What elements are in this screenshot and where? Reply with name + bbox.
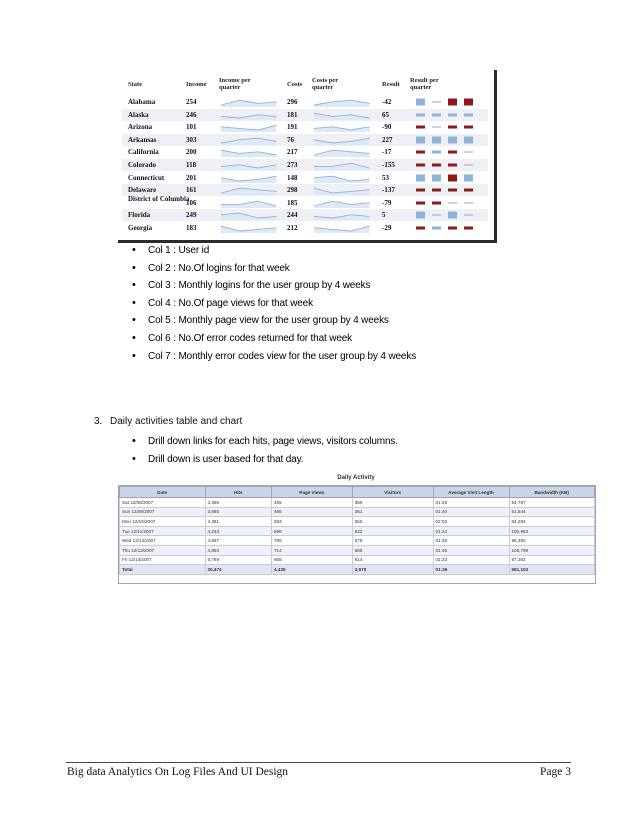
result-quarter-marks (413, 97, 481, 107)
table-row (120, 526, 595, 536)
table-cell: 84,284 (509, 517, 595, 527)
table-row (122, 146, 488, 158)
income-value: 303 (186, 135, 197, 144)
table-cell: 598 (272, 526, 353, 536)
costs-sparkline (312, 110, 372, 120)
table-row (120, 536, 595, 546)
income-sparkline (219, 223, 279, 233)
costs-sparkline (312, 185, 372, 195)
table-row (122, 109, 488, 121)
income-value: 183 (186, 224, 197, 232)
list-item: • Drill down links for each hits, page views, visitors columns. (132, 433, 398, 451)
daily-activity-table-image (118, 485, 596, 584)
table-cell: 4,435 (272, 565, 353, 575)
table-cell: 01:35 (433, 536, 509, 546)
costs-sparkline (312, 160, 372, 170)
daily-activity-title: Daily Activity (337, 475, 375, 481)
list-item: • Col 6 : No.Of error codes returned for that week (132, 330, 416, 348)
result-value: -17 (382, 148, 392, 157)
state-name: Arkansas (128, 135, 157, 144)
income-sparkline (219, 210, 279, 220)
income-sparkline (219, 97, 279, 107)
section-bullet-list (132, 433, 398, 468)
table-cell: 3,570 (352, 565, 433, 575)
table-cell: 579 (352, 536, 433, 546)
table-cell: 865 (272, 555, 353, 565)
result-quarter-marks (413, 198, 481, 208)
result-quarter-marks (413, 223, 481, 233)
table-cell: Thu 12/13/2007 (120, 545, 206, 555)
income-sparkline (219, 173, 279, 183)
table-cell: 465 (272, 498, 353, 508)
result-value: -42 (382, 98, 392, 106)
costs-value: 76 (287, 135, 294, 144)
list-item: • Col 4 : No.Of page views for that week (132, 295, 416, 313)
income-value: 249 (186, 211, 197, 220)
table-cell: 565 (352, 545, 433, 555)
table-cell: 01:36 (433, 565, 509, 575)
table-cell: 361 (352, 507, 433, 517)
costs-value: 212 (287, 224, 298, 232)
table-cell: 583 (272, 517, 353, 527)
state-name: Alabama (128, 98, 156, 106)
result-quarter-marks (413, 147, 481, 157)
result-quarter-marks (413, 173, 481, 183)
table-row (120, 517, 595, 527)
state-name: Connecticut (128, 173, 165, 182)
header-result-per-quarter: Result per quarter (410, 77, 439, 91)
income-value: 201 (186, 173, 197, 182)
income-value: 200 (186, 148, 197, 157)
table-cell: 486 (272, 507, 353, 517)
result-value: 227 (382, 135, 393, 144)
table-cell: 550 (352, 517, 433, 527)
result-quarter-marks (413, 160, 481, 170)
state-name: District of Columbia (128, 194, 190, 203)
costs-value: 244 (287, 211, 298, 220)
result-quarter-marks (413, 135, 481, 145)
costs-value: 181 (287, 110, 298, 119)
table-cell: 87,362 (509, 555, 595, 565)
header-state: State (128, 81, 143, 88)
col-hits: Hits (205, 487, 272, 498)
income-value: 101 (186, 123, 197, 132)
col-bandwidth: Bandwidth (KB) (509, 487, 595, 498)
costs-value: 217 (287, 148, 298, 157)
costs-value: 148 (287, 173, 298, 182)
table-row (122, 209, 488, 221)
costs-sparkline (312, 223, 372, 233)
table-cell: 5,769 (205, 555, 272, 565)
section-title: Daily activities table and chart (110, 416, 243, 427)
result-value: -90 (382, 123, 392, 132)
header-costs: Costs (287, 81, 303, 88)
table-row (122, 194, 488, 209)
table-cell: 01:45 (433, 545, 509, 555)
state-name: California (128, 148, 159, 157)
income-value: 161 (186, 186, 197, 195)
costs-sparkline (312, 198, 372, 208)
table-row (122, 159, 488, 171)
list-item: • Col 7 : Monthly error codes view for the user group by 4 weeks (132, 348, 416, 366)
header-costs-per-quarter: Costs per quarter (312, 77, 339, 91)
table-cell: 755 (272, 536, 353, 546)
col-avg-visit-length: Average Visit Length (433, 487, 509, 498)
costs-sparkline (312, 135, 372, 145)
result-quarter-marks (413, 122, 481, 132)
table-cell: 4,243 (205, 526, 272, 536)
list-item: • Col 2 : No.Of logins for that week (132, 260, 416, 278)
result-value: 5 (382, 211, 386, 220)
costs-value: 191 (287, 123, 298, 132)
income-value: 118 (186, 161, 197, 169)
table-row (122, 134, 488, 146)
table-row (122, 222, 488, 234)
table-cell: 581,103 (509, 565, 595, 575)
footer-page-number: Page 3 (540, 766, 571, 778)
state-name: Arizona (128, 123, 153, 132)
header-income-per-quarter: Income per quarter (219, 77, 251, 91)
state-name: Colorado (128, 161, 156, 169)
costs-sparkline (312, 210, 372, 220)
state-name: Georgia (128, 224, 153, 232)
result-value: -79 (382, 198, 392, 207)
col-visitors: Visitors (352, 487, 433, 498)
income-value: 254 (186, 98, 197, 106)
col-date: Date (120, 487, 206, 498)
table-cell: 3,985 (205, 507, 272, 517)
table-cell: 01:24 (433, 526, 509, 536)
table-cell: 01:23 (433, 555, 509, 565)
state-name: Florida (128, 211, 151, 220)
table-row (120, 555, 595, 565)
table-cell: 01:40 (433, 507, 509, 517)
table-cell: 01:26 (433, 498, 509, 508)
table-row (122, 172, 488, 184)
table-row (122, 96, 488, 108)
result-quarter-marks (413, 210, 481, 220)
table-cell: 4,897 (205, 536, 272, 546)
table-cell: 30,474 (205, 565, 272, 575)
result-value: -29 (382, 224, 392, 232)
table-cell: Tue 12/11/2007 (120, 526, 206, 536)
costs-value: 273 (287, 161, 298, 169)
section-number: 3. (94, 416, 103, 427)
table-cell: Wed 12/12/2007 (120, 536, 206, 546)
column-description-list (132, 242, 416, 365)
table-cell: 105,799 (509, 545, 595, 555)
table-cell: 95,360 (509, 536, 595, 546)
list-item: • Col 3 : Monthly logins for the user group by 4 weeks (132, 277, 416, 295)
income-sparkline (219, 147, 279, 157)
costs-value: 298 (287, 186, 298, 195)
table-cell: 389 (352, 498, 433, 508)
footer-rule (66, 762, 571, 763)
total-row (120, 565, 595, 575)
result-value: -137 (382, 186, 395, 195)
table-cell: 100,983 (509, 526, 595, 536)
result-quarter-marks (413, 185, 481, 195)
table-cell: Total (120, 565, 206, 575)
table-cell: 4,893 (205, 545, 272, 555)
table-cell: 4,381 (205, 517, 272, 527)
table-cell: 532 (352, 526, 433, 536)
table-row (120, 507, 595, 517)
costs-sparkline (312, 122, 372, 132)
income-value: 246 (186, 110, 197, 119)
table-cell: 54,767 (509, 498, 595, 508)
result-value: 65 (382, 110, 389, 119)
footer-document-title: Big data Analytics On Log Files And UI Design (67, 766, 289, 778)
table-row (120, 498, 595, 508)
table-cell: Mon 12/10/2007 (120, 517, 206, 527)
table-cell: 3,396 (205, 498, 272, 508)
table-cell: 714 (272, 545, 353, 555)
state-results-table-image (118, 70, 497, 243)
list-item: • Col 5 : Monthly page view for the user group by 4 weeks (132, 312, 416, 330)
table-cell: 51,544 (509, 507, 595, 517)
costs-sparkline (312, 173, 372, 183)
income-sparkline (219, 198, 279, 208)
table-row (122, 121, 488, 133)
col-page-views: Page Views (272, 487, 353, 498)
result-value: -155 (382, 161, 395, 169)
income-value: 106 (186, 198, 197, 207)
section-heading (94, 416, 242, 427)
costs-value: 185 (287, 198, 298, 207)
costs-sparkline (312, 97, 372, 107)
income-sparkline (219, 135, 279, 145)
list-item: • Col 1 : User id (132, 242, 416, 260)
list-item: • Drill down is user based for that day. (132, 451, 398, 469)
header-result: Result (382, 81, 400, 88)
table-cell: Sat 12/08/2007 (120, 498, 206, 508)
income-sparkline (219, 110, 279, 120)
table-cell: Fri 12/14/2007 (120, 555, 206, 565)
table-cell: 02:02 (433, 517, 509, 527)
table-row (120, 545, 595, 555)
header-income: Income (186, 81, 207, 88)
result-value: 53 (382, 173, 389, 182)
table-cell: Sun 12/09/2007 (120, 507, 206, 517)
state-name: Delaware (128, 186, 157, 195)
table-cell: 614 (352, 555, 433, 565)
costs-sparkline (312, 147, 372, 157)
income-sparkline (219, 160, 279, 170)
income-sparkline (219, 185, 279, 195)
costs-value: 296 (287, 98, 298, 106)
state-name: Alaska (128, 110, 149, 119)
result-quarter-marks (413, 110, 481, 120)
income-sparkline (219, 122, 279, 132)
